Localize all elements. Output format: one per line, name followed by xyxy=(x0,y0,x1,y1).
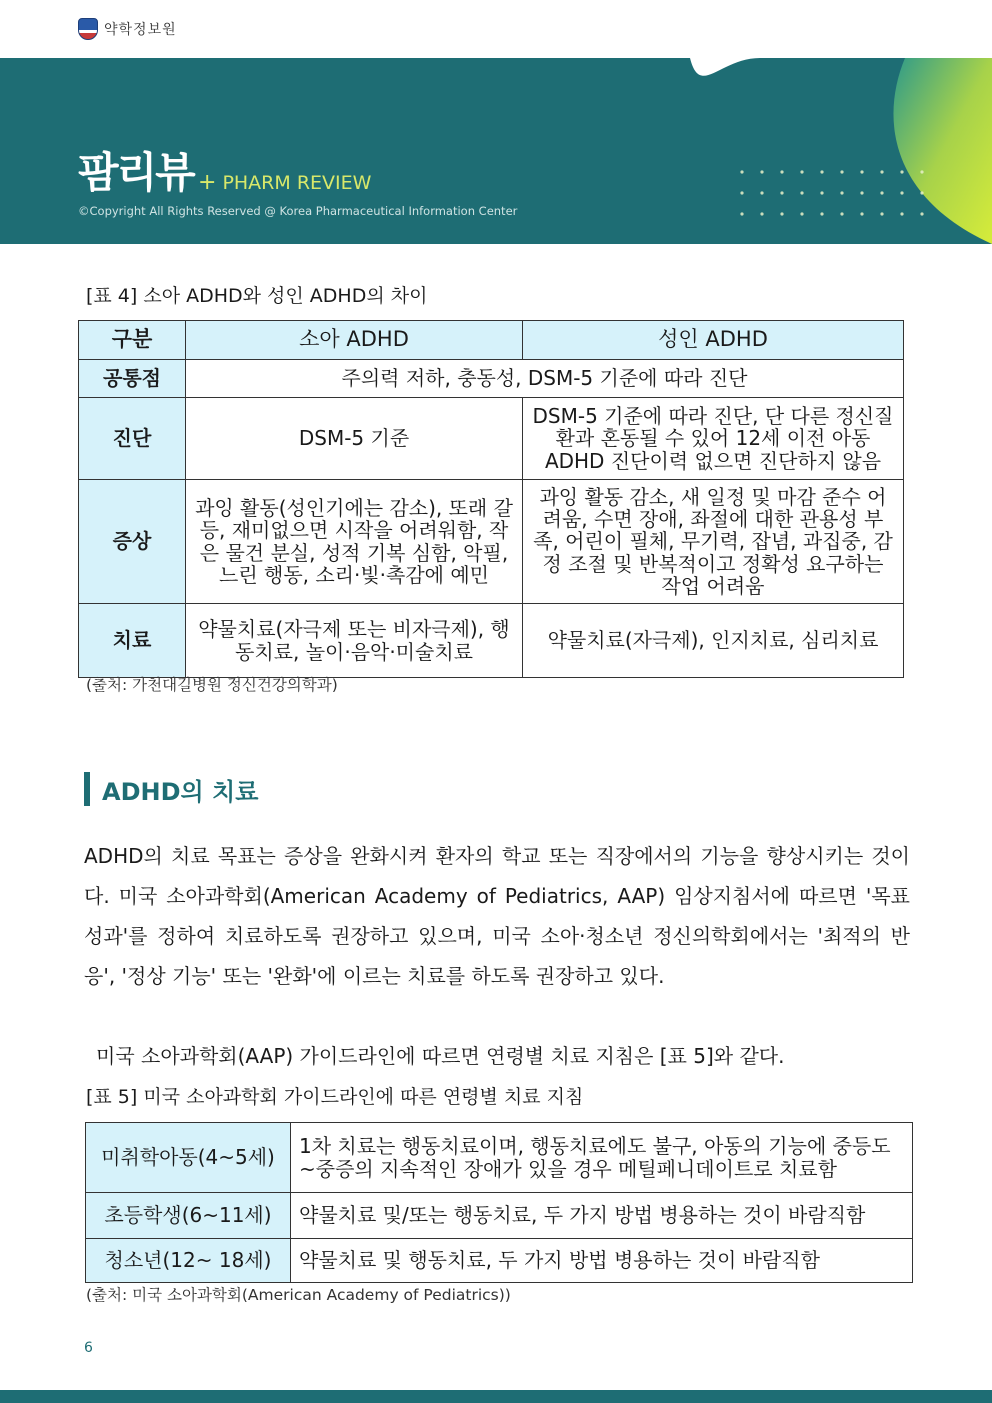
table-header-row xyxy=(79,321,904,360)
footer-bar xyxy=(0,1390,992,1403)
banner-title: 팜리뷰 xyxy=(78,148,194,197)
section-heading xyxy=(84,772,258,806)
org-logo xyxy=(78,18,177,40)
table-cell: DSM-5 기준에 따라 진단, 단 다른 정신질환과 혼동될 수 있어 12세 이전 아동 ADHD 진단이력 없으면 진단하지 않음 xyxy=(523,398,904,480)
row-label: 치료 xyxy=(79,604,186,678)
banner xyxy=(0,58,992,244)
table-cell: 과잉 활동 감소, 새 일정 및 마감 준수 어려움, 수면 장애, 좌절에 대한 관용성 부족, 어린이 필체, 무기력, 잡념, 과집중, 감정 조절 및 반복적이고 정확성 요구하는 작업 어려움 xyxy=(523,480,904,604)
table4 xyxy=(78,320,904,678)
table-cell: 약물치료 및/또는 행동치료, 두 가지 방법 병용하는 것이 바람직함 xyxy=(291,1193,913,1239)
banner-subtitle-text: PHARM REVIEW xyxy=(222,172,372,194)
copyright-text: ©Copyright All Rights Reserved @ Korea Pharmaceutical Information Center xyxy=(78,204,518,218)
banner-subtitle xyxy=(198,170,371,195)
table-row xyxy=(86,1239,913,1283)
table-cell: 약물치료(자극제), 인지치료, 심리치료 xyxy=(523,604,904,678)
table-header-cell: 구분 xyxy=(79,321,186,360)
table5-caption: [표 5] 미국 소아과학회 가이드라인에 따른 연령별 치료 지침 xyxy=(86,1086,584,1108)
row-label: 초등학생(6~11세) xyxy=(86,1193,291,1239)
table-header-cell: 소아 ADHD xyxy=(186,321,523,360)
top-header xyxy=(0,0,992,58)
org-name: 약학정보원 xyxy=(104,22,177,38)
row-label: 진단 xyxy=(79,398,186,480)
heading-bar xyxy=(84,772,90,806)
table-cell: DSM-5 기준 xyxy=(186,398,523,480)
table-row xyxy=(79,398,904,480)
org-emblem-icon xyxy=(78,18,98,40)
row-label: 공통점 xyxy=(79,360,186,398)
section-title: ADHD의 치료 xyxy=(102,777,259,806)
table-cell: 1차 치료는 행동치료이며, 행동치료에도 불구, 아동의 기능에 중등도~중증의 지속적인 장애가 있을 경우 메틸페니데이트로 치료함 xyxy=(291,1123,913,1193)
table-cell: 약물치료 및 행동치료, 두 가지 방법 병용하는 것이 바람직함 xyxy=(291,1239,913,1283)
table-row xyxy=(79,360,904,398)
table5 xyxy=(85,1122,913,1283)
table-row xyxy=(86,1123,913,1193)
table-cell: 약물치료(자극제 또는 비자극제), 행동치료, 놀이·음악·미술치료 xyxy=(186,604,523,678)
row-label: 청소년(12~ 18세) xyxy=(86,1239,291,1283)
plus-icon: + xyxy=(198,170,217,195)
table5-source: (출처: 미국 소아과학회(American Academy of Pediatrics)) xyxy=(86,1286,511,1304)
paragraph: ADHD의 치료 목표는 증상을 완화시켜 환자의 학교 또는 직장에서의 기능을 향상시키는 것이다. 미국 소아과학회(American Academy of Pediatrics, AAP) 임상지침서에 따르면 '목표 성과'를 정하여 치료하도록 권장하고 있으며, 미국 소아·청소년 정신의학회에서는 '최적의 반응', '정상 기능' 또는 '완화'에 이르는 치료를 하도록 권장하고 있다. xyxy=(84,844,910,988)
table-row xyxy=(79,480,904,604)
paragraph: 미국 소아과학회(AAP) 가이드라인에 따르면 연령별 치료 지침은 [표 5]와 같다. xyxy=(96,1044,785,1068)
row-label: 미취학아동(4~5세) xyxy=(86,1123,291,1193)
table-cell: 주의력 저하, 충동성, DSM-5 기준에 따라 진단 xyxy=(186,360,904,398)
table-cell: 과잉 활동(성인기에는 감소), 또래 갈등, 재미없으면 시작을 어려워함, 작은 물건 분실, 성적 기복 심함, 악필, 느린 행동, 소리·빛·촉감에 예민 xyxy=(186,480,523,604)
table4-source: (출처: 가천대길병원 정신건강의학과) xyxy=(86,676,338,694)
table-header-cell: 성인 ADHD xyxy=(523,321,904,360)
table-row xyxy=(79,604,904,678)
row-label: 증상 xyxy=(79,480,186,604)
table4-caption: [표 4] 소아 ADHD와 성인 ADHD의 차이 xyxy=(86,285,428,307)
table-row xyxy=(86,1193,913,1239)
page-number: 6 xyxy=(84,1340,93,1356)
